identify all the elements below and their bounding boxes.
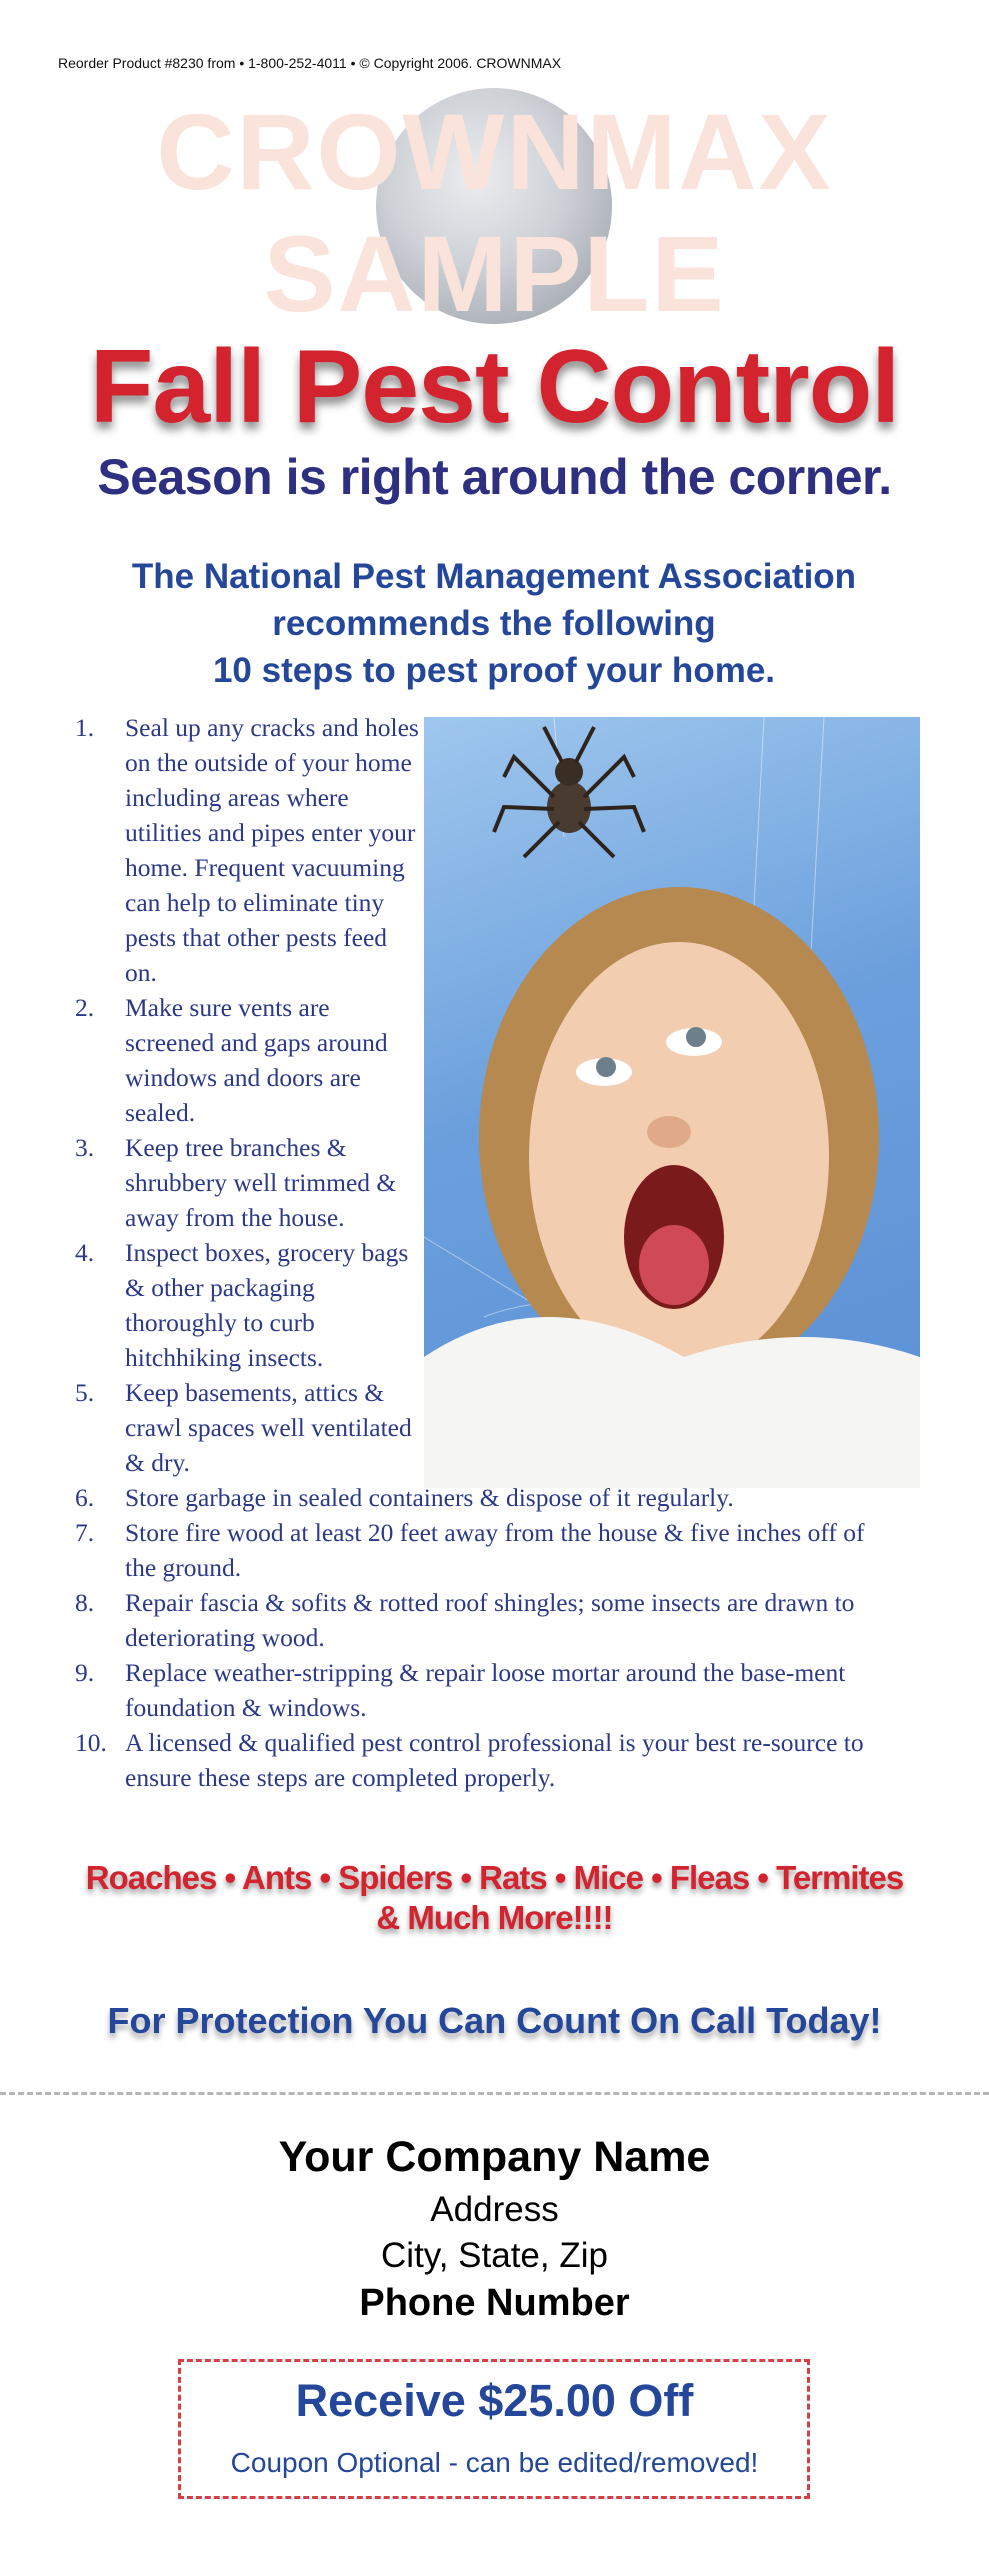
step-number: 6. (75, 1483, 95, 1512)
intro-text (44, 553, 944, 694)
step-number: 8. (75, 1588, 95, 1617)
step-10 (0, 1725, 895, 1795)
step-number: 3. (75, 1133, 95, 1162)
pest-list-banner (0, 1858, 989, 1938)
pest-list-line-1: Roaches • Ants • Spiders • Rats • Mice • Fleas • Termites (85, 1859, 904, 1896)
step-text: Repair fascia & sofits & rotted roof shingles; some insects are drawn to deteriorating wood. (125, 1588, 855, 1652)
step-number: 5. (75, 1378, 95, 1407)
headline-subtitle: Season is right around the corner. (97, 449, 892, 505)
step-text: A licensed & qualified pest control professional is your best re-source to ensure these steps are completed properly. (125, 1728, 864, 1792)
step-5 (0, 1375, 425, 1480)
watermark-line-2: SAMPLE (263, 213, 726, 334)
intro-line-3: 10 steps to pest proof your home. (212, 651, 776, 690)
step-text: Inspect boxes, grocery bags & other packaging thoroughly to curb hitchhiking insects. (125, 1238, 409, 1372)
step-9 (0, 1655, 895, 1725)
step-3 (0, 1130, 420, 1235)
company-city-state-zip: City, State, Zip (381, 2236, 608, 2275)
watermark-line-1: CROWNMAX (156, 91, 833, 212)
company-address: Address (430, 2190, 559, 2229)
coupon-subtitle: Coupon Optional - can be edited/removed! (230, 2447, 759, 2478)
step-number: 9. (75, 1658, 95, 1687)
step-number: 10. (75, 1728, 107, 1757)
call-to-action: For Protection You Can Count On Call Today! (107, 2000, 882, 2041)
reorder-info: Reorder Product #8230 from • 1-800-252-4011 • © Copyright 2006. CROWNMAX (58, 55, 562, 71)
step-4 (0, 1235, 425, 1375)
step-text: Keep basements, attics & crawl spaces well ventilated & dry. (125, 1378, 412, 1477)
intro-line-1: The National Pest Management Association (131, 557, 857, 596)
step-text: Seal up any cracks and holes on the outside of your home including areas where utilities and pipes enter your home. Frequent vacuuming can help to eliminate tiny pests that other pests feed on. (125, 713, 419, 987)
coupon-title: Receive $25.00 Off (295, 2375, 694, 2426)
step-number: 7. (75, 1518, 95, 1547)
step-text: Store fire wood at least 20 feet away from the house & five inches off of the ground. (125, 1518, 865, 1582)
step-text: Replace weather-stripping & repair loose mortar around the base-ment foundation & windows. (125, 1658, 846, 1722)
cut-line-divider (0, 2092, 989, 2095)
step-text: Keep tree branches & shrubbery well trimmed & away from the house. (125, 1133, 397, 1232)
step-number: 1. (75, 713, 95, 742)
step-number: 4. (75, 1238, 95, 1267)
intro-line-2: recommends the following (272, 604, 716, 643)
step-8 (0, 1585, 895, 1655)
company-name: Your Company Name (278, 2133, 711, 2181)
step-1 (0, 710, 425, 990)
company-phone: Phone Number (359, 2282, 630, 2324)
step-2 (0, 990, 425, 1130)
pest-list-line-2: & Much More!!!! (376, 1899, 613, 1936)
step-6 (0, 1480, 895, 1515)
headline-title: Fall Pest Control (89, 329, 900, 445)
step-7 (0, 1515, 895, 1585)
step-number: 2. (75, 993, 95, 1022)
pest-proof-steps (0, 710, 989, 1795)
step-text: Make sure vents are screened and gaps around windows and doors are sealed. (125, 993, 388, 1127)
step-text: Store garbage in sealed containers & dispose of it regularly. (125, 1483, 734, 1512)
